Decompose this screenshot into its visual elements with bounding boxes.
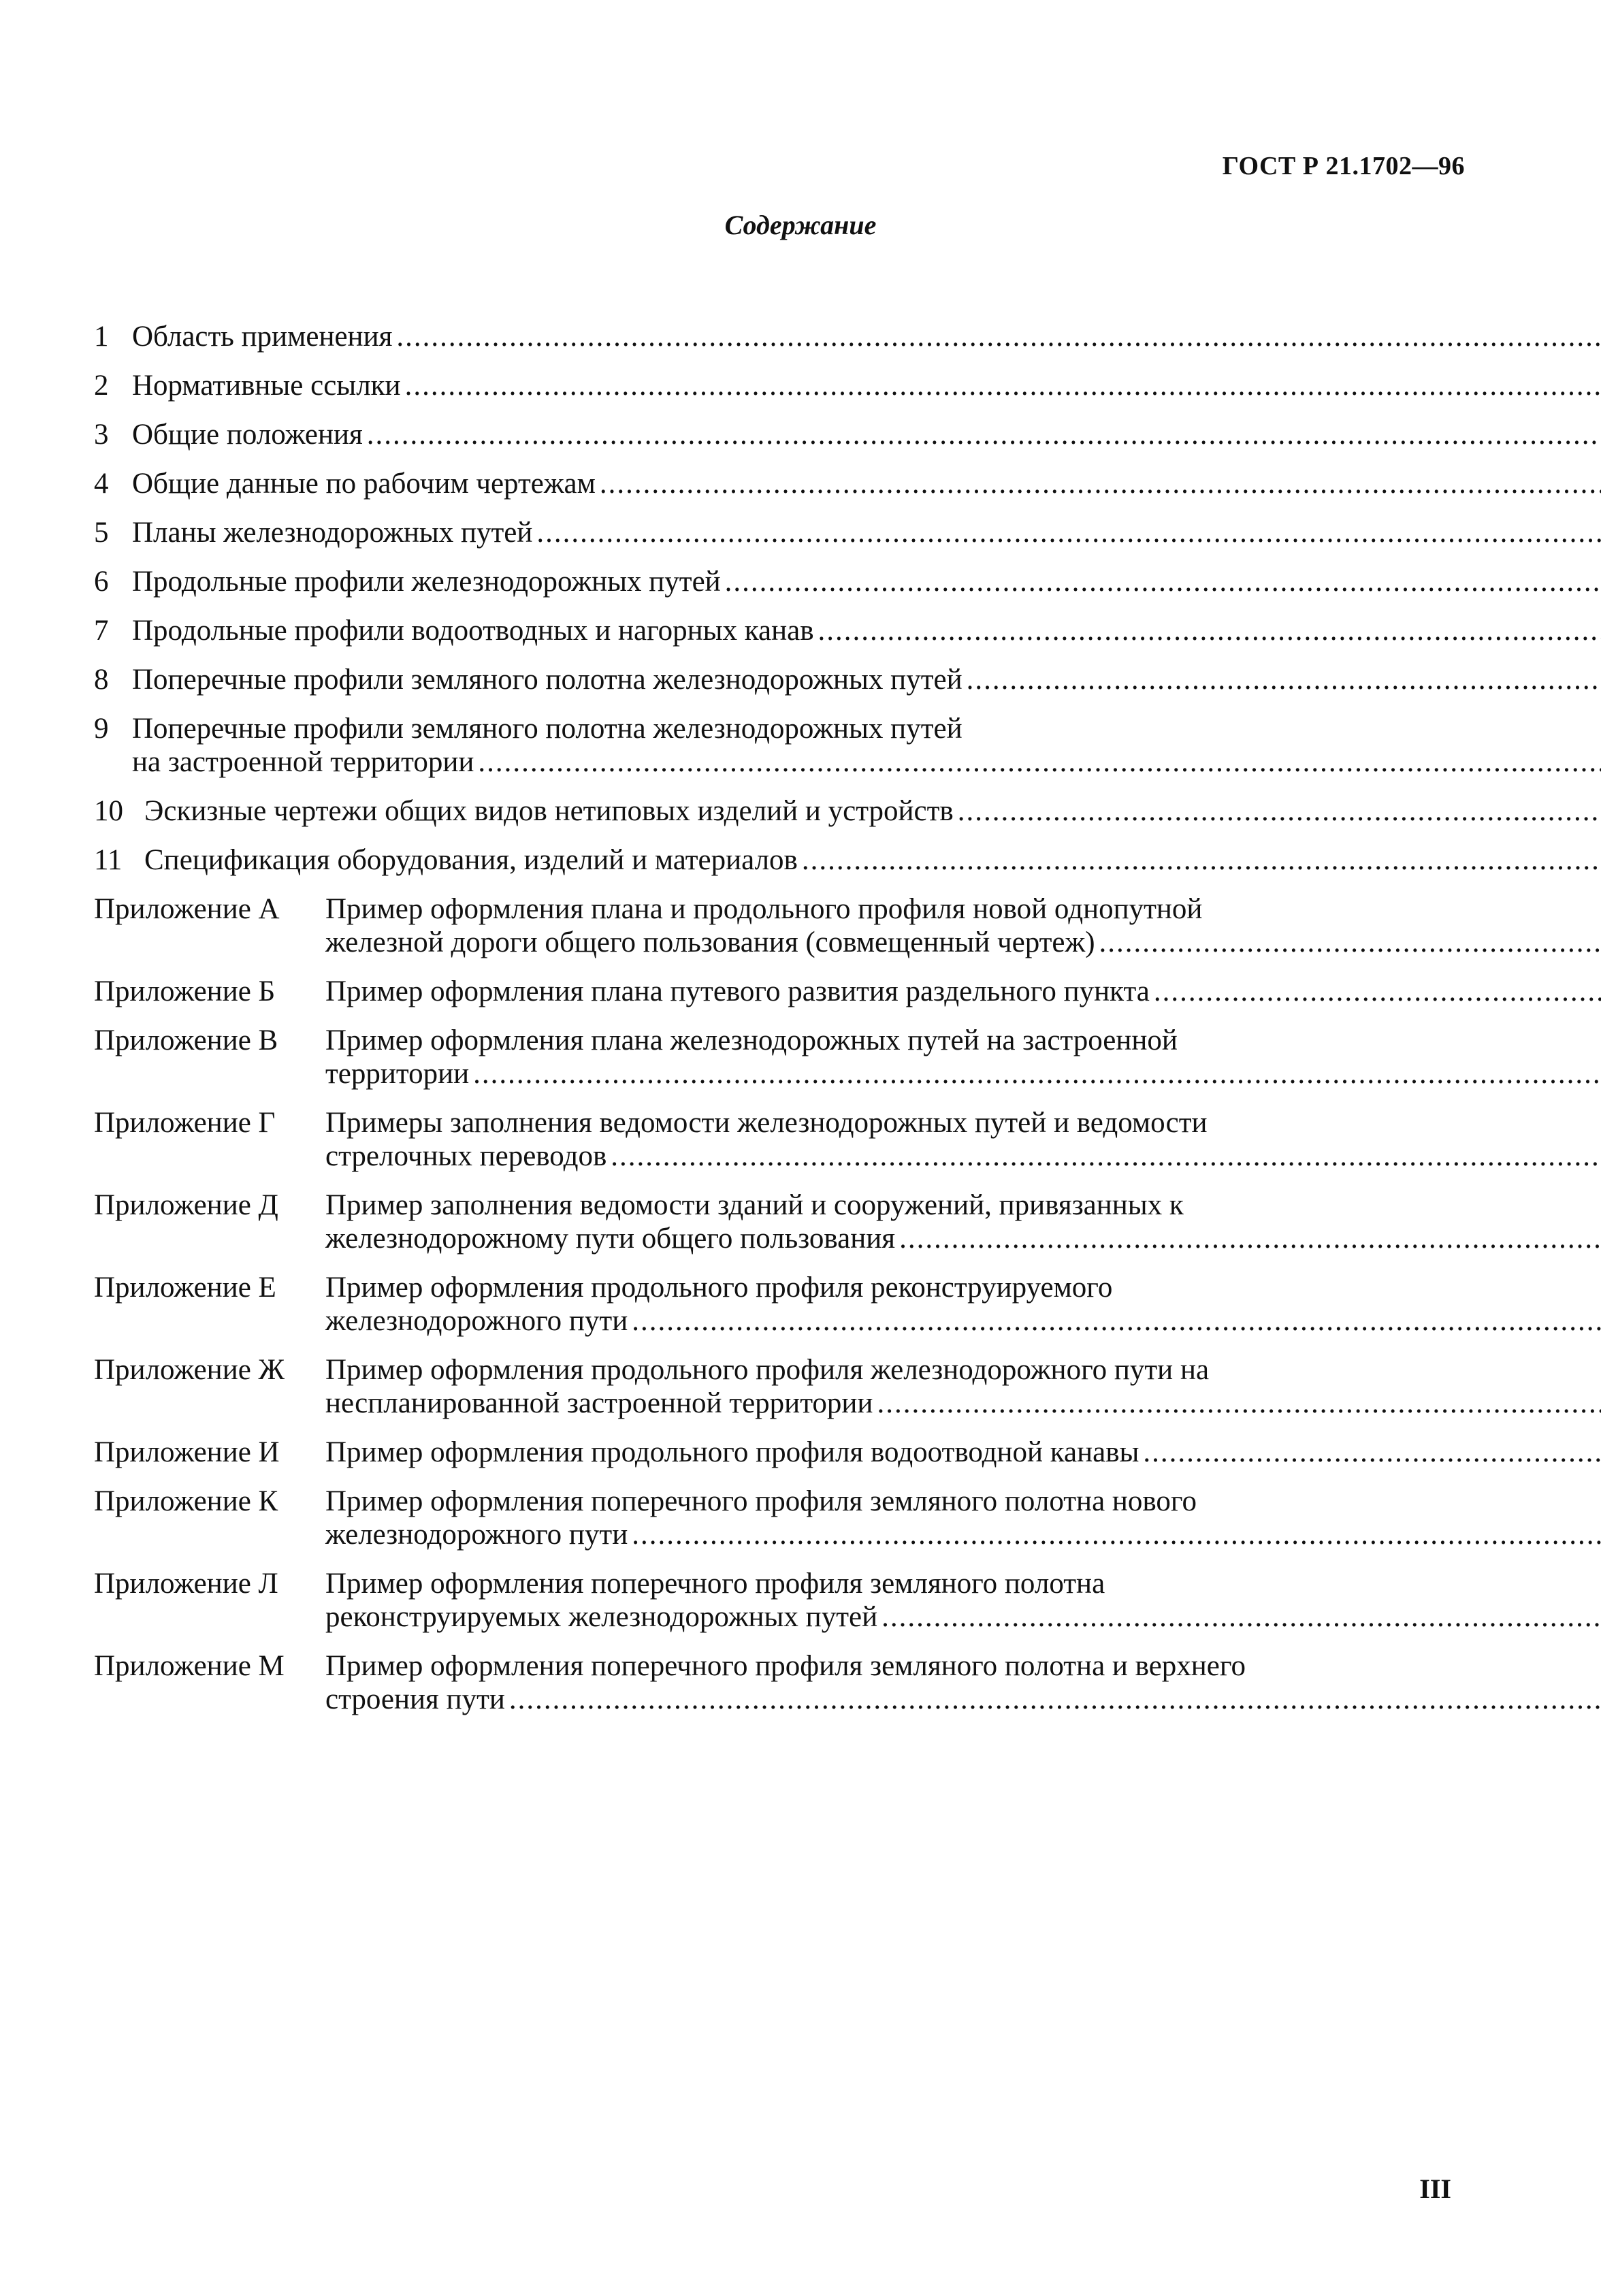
page-number: III: [1419, 2173, 1451, 2204]
dot-leader: [632, 1304, 1601, 1338]
toc-entry-body: [132, 467, 1601, 500]
toc-appendix-label: Приложение А: [94, 893, 280, 925]
dot-leader: [899, 1222, 1601, 1255]
toc-entry-last-line: [325, 1304, 1601, 1338]
toc-entry-title-line: Примеры заполнения ведомости железнодорожных путей и ведомости: [325, 1107, 1208, 1139]
toc-entry-body: [132, 516, 1601, 549]
toc-entry-last-line: [325, 1518, 1601, 1551]
toc-entry-title: стрелочных переводов: [325, 1140, 607, 1172]
toc-entry-title: железной дороги общего пользования (совмещенный чертеж): [325, 926, 1095, 958]
toc-entry-last-line: [144, 843, 1601, 877]
toc-entry-title: железнодорожного пути: [325, 1519, 628, 1551]
toc-entry-title: Общие данные по рабочим чертежам: [132, 468, 596, 500]
toc-appendix-label: Приложение Б: [94, 975, 276, 1007]
toc-appendix-label: Приложение К: [94, 1485, 278, 1517]
toc-entry-title: Эскизные чертежи общих видов нетиповых изделий и устройств: [144, 795, 954, 827]
toc-appendix-label: Приложение И: [94, 1436, 280, 1468]
document-id: ГОСТ Р 21.1702—96: [1222, 152, 1465, 180]
toc-entry-last-line: [325, 1057, 1601, 1090]
toc-section-entry[interactable]: [94, 369, 1476, 402]
toc-entry-title: строения пути: [325, 1683, 505, 1715]
toc-entry-body: [144, 843, 1601, 877]
toc-entry-body: [325, 1649, 1601, 1716]
toc-section-number: 11: [94, 844, 123, 876]
toc-section-entry[interactable]: [94, 467, 1476, 500]
toc-entry-body: [325, 1106, 1601, 1173]
toc-entry-last-line: [132, 418, 1601, 451]
dot-leader: [611, 1139, 1601, 1173]
toc-section-number: 6: [94, 566, 109, 598]
dot-leader: [478, 745, 1601, 779]
toc-entry-body: [325, 1189, 1601, 1255]
toc-entry-title: Пример оформления продольного профиля водоотводной канавы: [325, 1436, 1139, 1468]
toc-section-number: 10: [94, 795, 123, 827]
toc-entry-title: Продольные профили железнодорожных путей: [132, 566, 721, 598]
toc-entry-last-line: [132, 369, 1601, 402]
toc-section-number: 2: [94, 370, 109, 402]
toc-appendix-entry[interactable]: [94, 892, 1476, 959]
toc-entry-title: Спецификация оборудования, изделий и материалов: [144, 844, 798, 876]
toc-entry-title-line: Пример оформления продольного профиля железнодорожного пути на: [325, 1354, 1210, 1386]
toc-entry-body: [325, 1436, 1601, 1469]
toc-entry-body: [325, 1567, 1601, 1634]
table-of-contents: [94, 320, 1476, 1732]
toc-entry-body: [144, 794, 1601, 828]
toc-entry-last-line: [325, 1387, 1601, 1420]
toc-section-entry[interactable]: [94, 794, 1476, 828]
toc-entry-title: железнодорожного пути: [325, 1305, 628, 1337]
toc-section-entry[interactable]: [94, 663, 1476, 696]
toc-entry-last-line: [132, 663, 1601, 696]
toc-entry-last-line: [132, 320, 1601, 353]
toc-entry-title-line: Пример оформления поперечного профиля земляного полотна и верхнего: [325, 1650, 1246, 1682]
toc-entry-last-line: [132, 565, 1601, 598]
dot-leader: [536, 516, 1601, 549]
toc-entry-title: на застроенной территории: [132, 746, 474, 778]
toc-entry-last-line: [325, 975, 1601, 1008]
toc-entry-title-line: Пример заполнения ведомости зданий и сооружений, привязанных к: [325, 1189, 1184, 1221]
toc-entry-body: [325, 1024, 1601, 1090]
toc-section-entry[interactable]: [94, 712, 1476, 779]
toc-section-number: 5: [94, 517, 109, 549]
toc-section-number: 8: [94, 664, 109, 696]
dot-leader: [802, 843, 1601, 877]
toc-entry-last-line: [132, 516, 1601, 549]
toc-entry-last-line: [132, 614, 1601, 647]
toc-entry-last-line: [325, 1222, 1601, 1255]
toc-entry-body: [325, 975, 1601, 1008]
toc-appendix-entry[interactable]: [94, 1024, 1476, 1090]
toc-entry-last-line: [325, 1436, 1601, 1469]
toc-entry-last-line: [132, 745, 1601, 779]
toc-entry-body: [132, 565, 1601, 598]
toc-entry-title: неспланированной застроенной территории: [325, 1387, 873, 1419]
toc-section-number: 9: [94, 713, 109, 745]
dot-leader: [1154, 975, 1601, 1008]
toc-entry-title-line: Пример оформления продольного профиля реконструируемого: [325, 1272, 1113, 1304]
toc-section-entry[interactable]: [94, 516, 1476, 549]
toc-entry-body: [132, 418, 1601, 451]
toc-entry-title-line: Пример оформления плана железнодорожных путей на застроенной: [325, 1024, 1178, 1056]
toc-entry-title-line: Поперечные профили земляного полотна железнодорожных путей: [132, 713, 963, 745]
dot-leader: [877, 1387, 1601, 1420]
toc-entry-body: [325, 1485, 1601, 1551]
toc-entry-last-line: [132, 467, 1601, 500]
dot-leader: [632, 1518, 1601, 1551]
toc-entry-title-line: Пример оформления поперечного профиля земляного полотна: [325, 1568, 1105, 1600]
toc-entry-title: железнодорожному пути общего пользования: [325, 1223, 896, 1255]
toc-entry-body: [132, 369, 1601, 402]
dot-leader: [1099, 926, 1601, 959]
toc-entry-title: Область применения: [132, 321, 393, 353]
toc-appendix-entry[interactable]: [94, 1567, 1476, 1634]
toc-section-number: 1: [94, 321, 109, 353]
toc-appendix-entry[interactable]: [94, 1189, 1476, 1255]
toc-section-number: 7: [94, 615, 109, 647]
dot-leader: [405, 369, 1601, 402]
toc-appendix-entry[interactable]: [94, 1271, 1476, 1338]
toc-entry-title: Пример оформления плана путевого развития раздельного пункта: [325, 975, 1150, 1007]
dot-leader: [967, 663, 1601, 696]
toc-entry-last-line: [144, 794, 1601, 828]
toc-appendix-entry[interactable]: [94, 1485, 1476, 1551]
toc-entry-last-line: [325, 1139, 1601, 1173]
toc-appendix-entry[interactable]: [94, 1353, 1476, 1420]
toc-entry-title: территории: [325, 1058, 470, 1090]
dot-leader: [473, 1057, 1601, 1090]
toc-entry-title: Поперечные профили земляного полотна железнодорожных путей: [132, 664, 963, 696]
toc-entry-title: Нормативные ссылки: [132, 370, 401, 402]
toc-section-entry[interactable]: [94, 565, 1476, 598]
toc-appendix-entry[interactable]: [94, 975, 1476, 1008]
toc-section-entry[interactable]: [94, 614, 1476, 647]
toc-appendix-label: Приложение Д: [94, 1189, 278, 1221]
toc-appendix-entry[interactable]: [94, 1436, 1476, 1469]
dot-leader: [882, 1600, 1601, 1634]
toc-title: Содержание: [724, 210, 877, 240]
toc-section-entry[interactable]: [94, 418, 1476, 451]
toc-appendix-label: Приложение Ж: [94, 1354, 285, 1386]
toc-entry-title: реконструируемых железнодорожных путей: [325, 1601, 878, 1633]
toc-section-number: 4: [94, 468, 109, 500]
dot-leader: [818, 614, 1601, 647]
toc-entry-last-line: [325, 926, 1601, 959]
toc-appendix-entry[interactable]: [94, 1649, 1476, 1716]
toc-appendix-label: Приложение Г: [94, 1107, 276, 1139]
dot-leader: [509, 1683, 1601, 1716]
toc-appendix-label: Приложение М: [94, 1650, 285, 1682]
dot-leader: [396, 320, 1601, 353]
toc-entry-title-line: Пример оформления плана и продольного профиля новой однопутной: [325, 893, 1203, 925]
toc-entry-title: Планы железнодорожных путей: [132, 517, 533, 549]
toc-entry-body: [325, 1271, 1601, 1338]
dot-leader: [367, 418, 1601, 451]
toc-entry-body: [325, 892, 1601, 959]
toc-entry-title: Продольные профили водоотводных и нагорных канав: [132, 615, 814, 647]
dot-leader: [725, 565, 1601, 598]
toc-appendix-entry[interactable]: [94, 1106, 1476, 1173]
toc-entry-title: Общие положения: [132, 419, 363, 451]
dot-leader: [958, 794, 1601, 828]
toc-entry-body: [132, 712, 1601, 779]
toc-section-entry[interactable]: [94, 843, 1476, 877]
toc-entry-last-line: [325, 1600, 1601, 1634]
toc-appendix-label: Приложение Л: [94, 1568, 278, 1600]
toc-appendix-label: Приложение В: [94, 1024, 278, 1056]
toc-entry-body: [325, 1353, 1601, 1420]
toc-entry-body: [132, 320, 1601, 353]
toc-section-entry[interactable]: [94, 320, 1476, 353]
toc-appendix-label: Приложение Е: [94, 1272, 276, 1304]
toc-entry-title-line: Пример оформления поперечного профиля земляного полотна нового: [325, 1485, 1197, 1517]
dot-leader: [600, 467, 1601, 500]
toc-section-number: 3: [94, 419, 109, 451]
dot-leader: [1143, 1436, 1601, 1469]
toc-entry-body: [132, 614, 1601, 647]
toc-entry-body: [132, 663, 1601, 696]
toc-entry-last-line: [325, 1683, 1601, 1716]
